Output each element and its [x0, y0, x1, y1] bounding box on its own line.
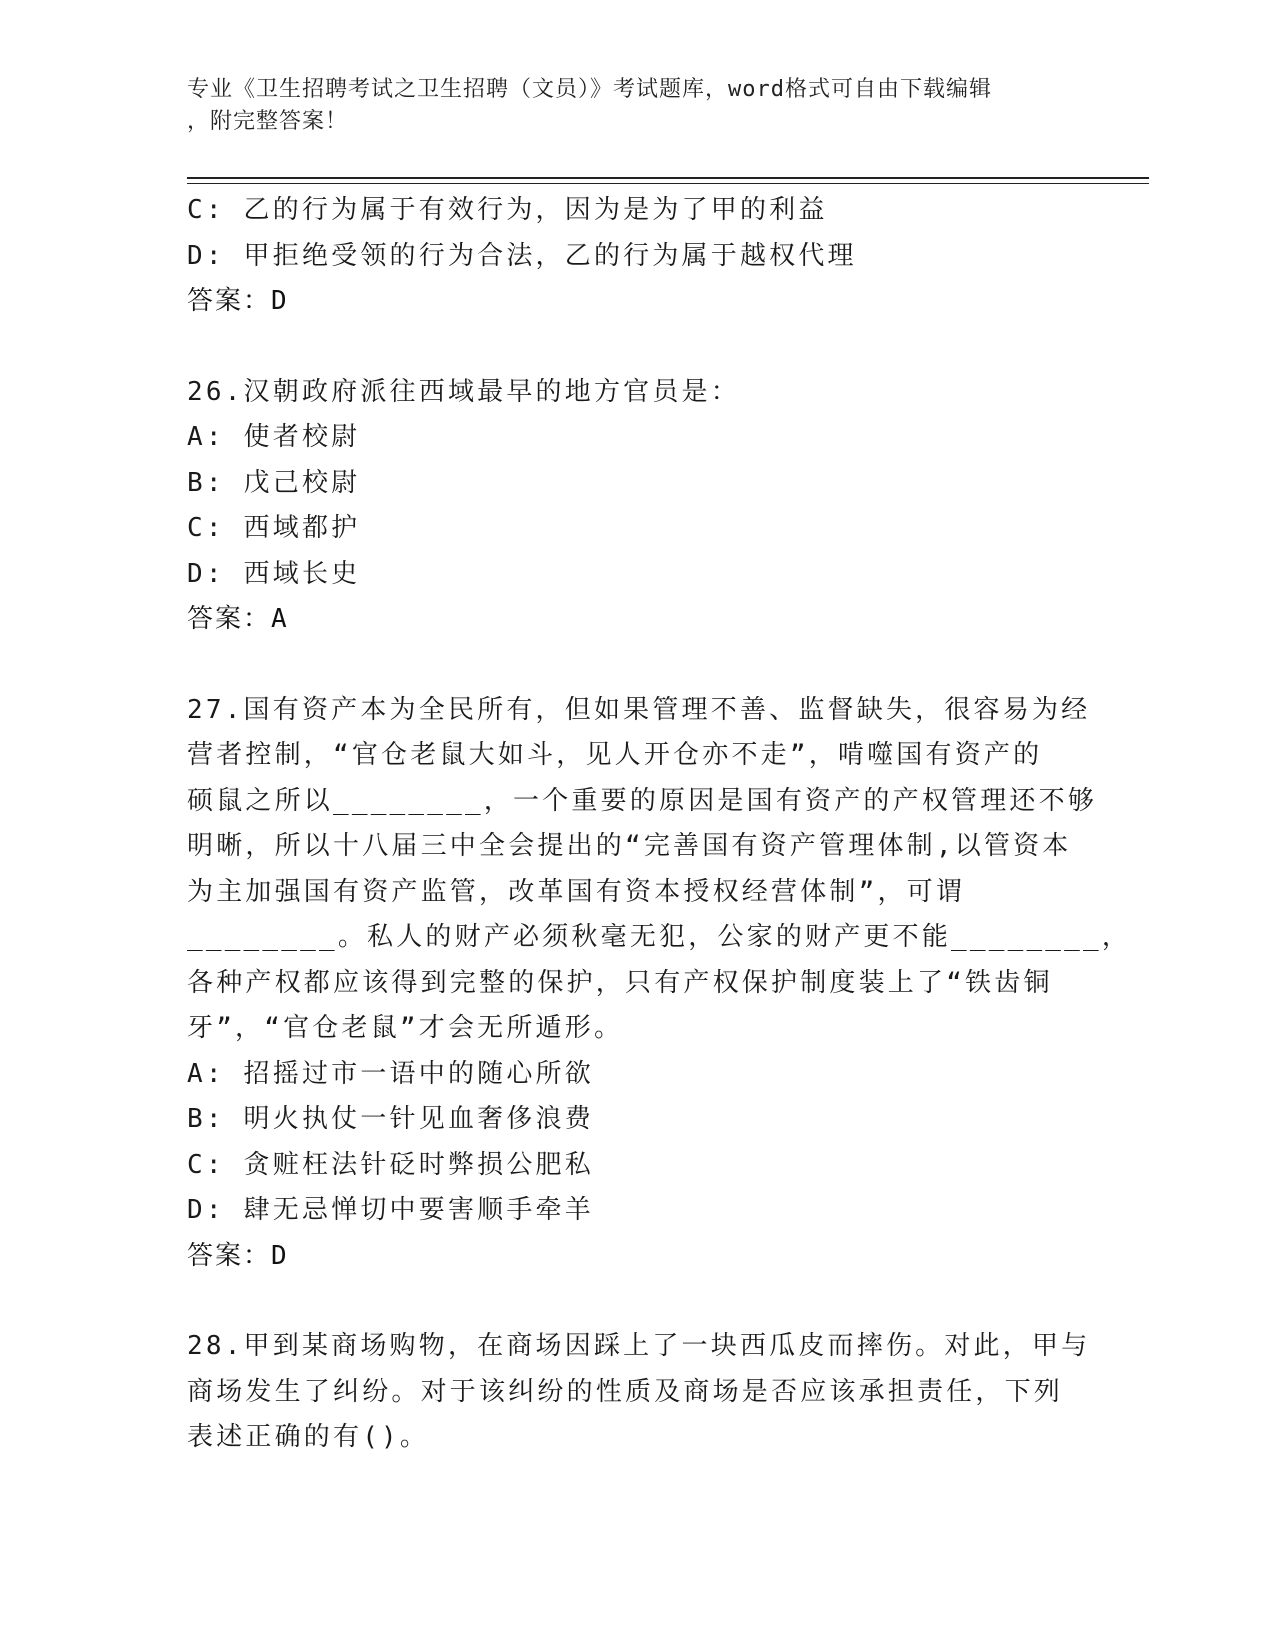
option-b: B: 戊己校尉 — [187, 467, 361, 498]
option-c: C: 西域都护 — [187, 513, 361, 543]
header-rule-thick — [187, 177, 1149, 179]
stem-line: 各种产权都应该得到完整的保护，只有产权保护制度装上了“铁齿铜 — [187, 967, 1053, 998]
header-line-2: ，附完整答案！ — [187, 109, 349, 134]
stem-line: 为主加强国有资产监管，改革国有资本授权经营体制”，可谓 — [187, 876, 966, 907]
option-d: D: 西域长史 — [187, 558, 361, 589]
option-c: C: 乙的行为属于有效行为，因为是为了甲的利益 — [187, 195, 828, 225]
stem-line: 表述正确的有()。 — [187, 1422, 430, 1452]
option-a: A: 招摇过市一语中的随心所欲 — [187, 1058, 594, 1089]
stem-line: 明晰，所以十八届三中全会提出的“完善国有资产管理体制,以管资本 — [187, 831, 1072, 861]
option-d: D: 肆无忌惮切中要害顺手牵羊 — [187, 1195, 594, 1225]
question-28 — [187, 1324, 1091, 1461]
question-27 — [187, 688, 1132, 1280]
stem-line: 28.甲到某商场购物，在商场因踩上了一块西瓜皮而摔伤。对此，甲与 — [187, 1331, 1091, 1361]
answer-label: 答案：A — [187, 604, 289, 634]
header-rule-thin — [187, 183, 1149, 184]
option-a: A: 使者校尉 — [187, 422, 361, 452]
answer-label: 答案：D — [187, 286, 289, 316]
option-d: D: 甲拒绝受领的行为合法，乙的行为属于越权代理 — [187, 240, 857, 271]
stem-line: 营者控制，“官仓老鼠大如斗，见人开仓亦不走”，啃噬国有资产的 — [187, 740, 1043, 770]
question-26 — [187, 370, 1077, 643]
stem-line: 27.国有资产本为全民所有，但如果管理不善、监督缺失，很容易为经 — [187, 694, 1091, 725]
question-content — [187, 188, 1132, 1461]
stem-line: 牙”，“官仓老鼠”才会无所遁形。 — [187, 1013, 624, 1043]
document-header — [187, 74, 1067, 138]
stem-line: 商场发生了纠纷。对于该纠纷的性质及商场是否应该承担责任，下列 — [187, 1376, 1064, 1407]
option-c: C: 贪赃枉法针砭时弊损公肥私 — [187, 1149, 594, 1180]
answer-label: 答案：D — [187, 1240, 289, 1271]
question-stem: 26.汉朝政府派往西域最早的地方官员是： — [187, 376, 740, 407]
header-line-1: 专业《卫生招聘考试之卫生招聘（文员）》考试题库，word格式可自由下载编辑 — [187, 77, 992, 102]
option-b: B: 明火执仗一针见血奢侈浪费 — [187, 1104, 594, 1134]
stem-line: 硕鼠之所以________，一个重要的原因是国有资产的产权管理还不够 — [187, 785, 1098, 816]
stem-line: ________。私人的财产必须秋毫无犯，公家的财产更不能________， — [187, 922, 1132, 952]
question-stem — [187, 688, 1132, 1052]
question-25-continued — [187, 188, 1077, 325]
question-stem — [187, 1324, 1091, 1461]
